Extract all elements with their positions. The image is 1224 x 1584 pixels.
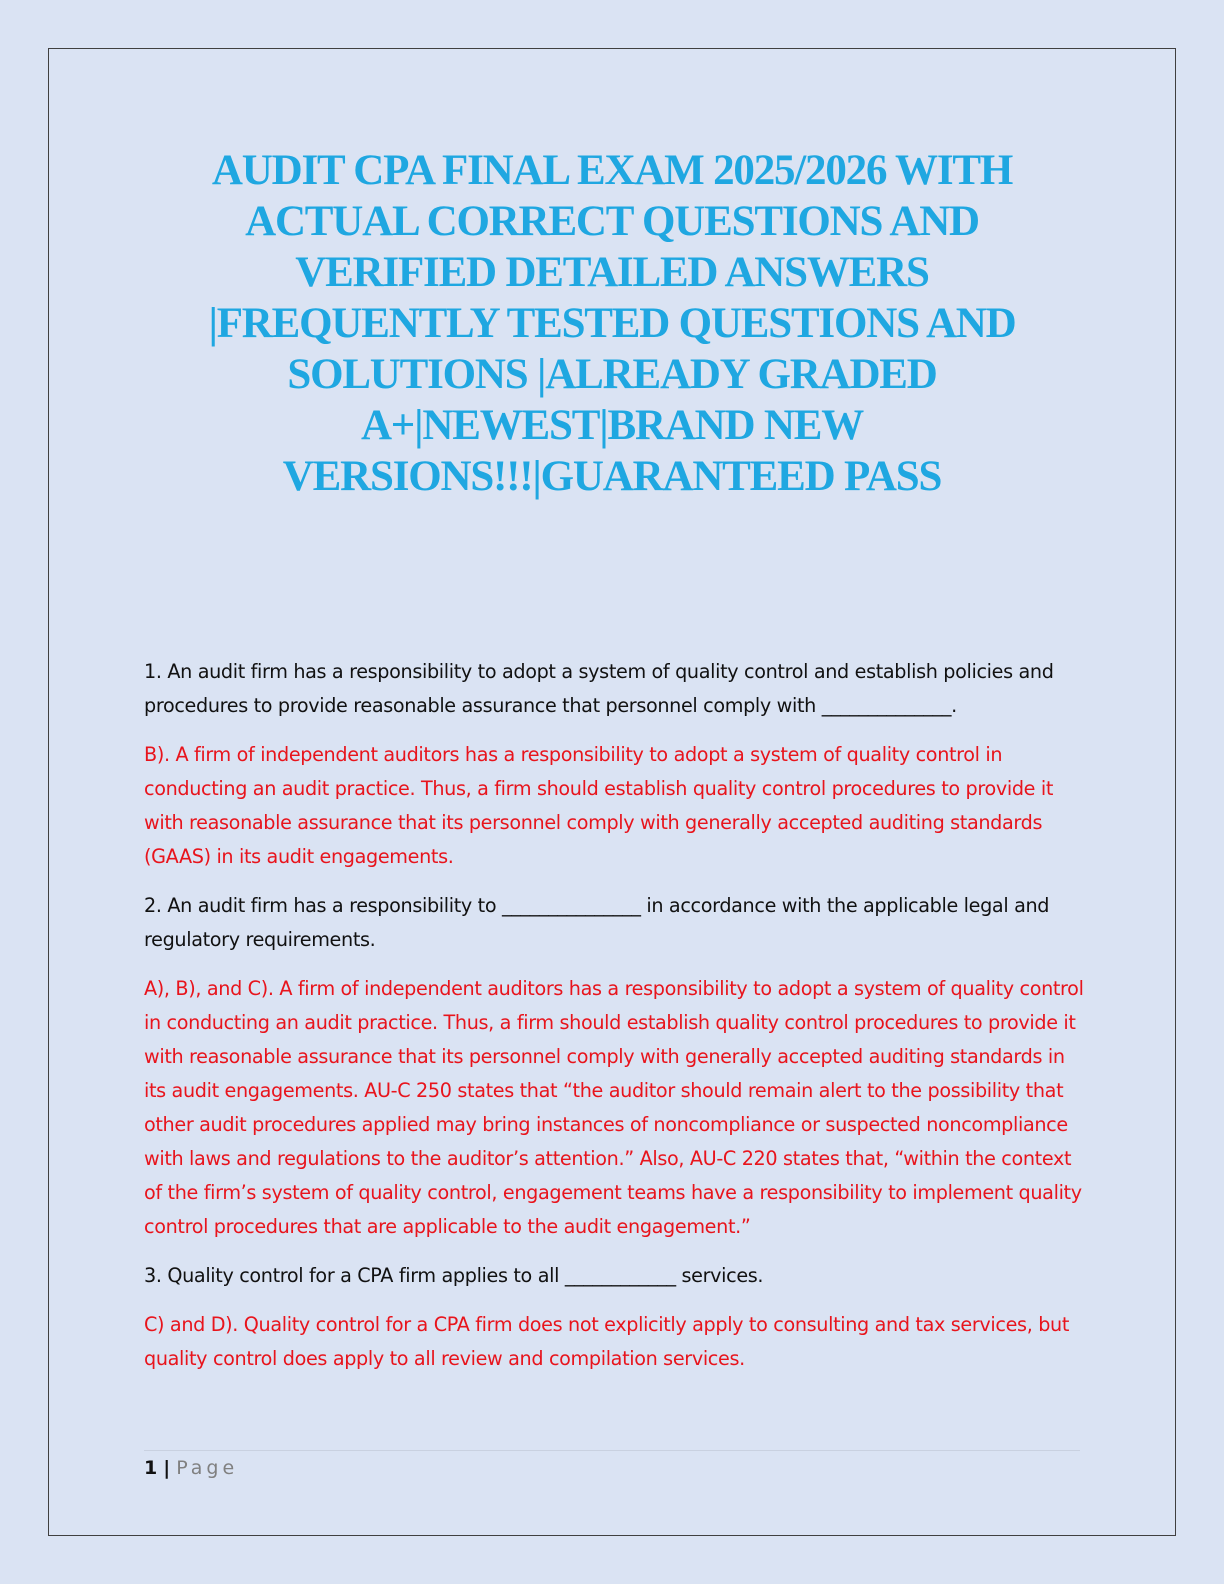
page-number: 1 — [144, 1457, 158, 1479]
answer-1: B). A firm of independent auditors has a responsibility to adopt a system of quality control in conducting an audit practice. Thus, a firm should establish quality control procedures to provide it with reasonable assurance that its personnel comply with generally accepted auditing standards (GAAS) in its audit engagements. — [144, 743, 1054, 868]
answer-3: C) and D). Quality control for a CPA firm does not explicitly apply to consulting and tax services, but quality control does apply to all review and compilation services. — [144, 1313, 1070, 1370]
footer-separator: | — [163, 1457, 171, 1479]
footer-divider — [144, 1450, 1080, 1451]
page-label: Page — [176, 1457, 239, 1479]
question-2: 2. An audit firm has a responsibility to _______________ in accordance with the applicable legal and regulatory requirements. — [144, 894, 1050, 951]
document-body — [144, 655, 1084, 1391]
page-footer — [144, 1455, 238, 1481]
document-title: AUDIT CPA FINAL EXAM 2025/2026 WITH ACTUAL CORRECT QUESTIONS AND VERIFIED DETAILED ANSWERS |FREQUENTLY TESTED QUESTIONS AND SOLUTIONS |ALREADY GRADED A+|NEWEST|BRAND NEW VERSIONS!!!|GUARANTEED PASS — [208, 147, 1016, 500]
question-3: 3. Quality control for a CPA firm applies to all ____________ services. — [144, 1264, 764, 1287]
question-1: 1. An audit firm has a responsibility to adopt a system of quality control and establish policies and procedures to provide reasonable assurance that personnel comply with ______________. — [144, 660, 1054, 717]
answer-2: A), B), and C). A firm of independent auditors has a responsibility to adopt a system of quality control in conducting an audit practice. Thus, a firm should establish quality control procedures to provide it with reasonable assurance that its personnel comply with generally accepted auditing standards in its audit engagements. AU-C 250 states that “the auditor should remain alert to the possibility that other audit procedures applied may bring instances of noncompliance or suspected noncompliance with laws and regulations to the auditor’s attention.” Also, AU-C 220 states that, “within the context of the firm’s system of quality control, engagement teams have a responsibility to implement quality control procedures that are applicable to the audit engagement.” — [144, 977, 1084, 1238]
